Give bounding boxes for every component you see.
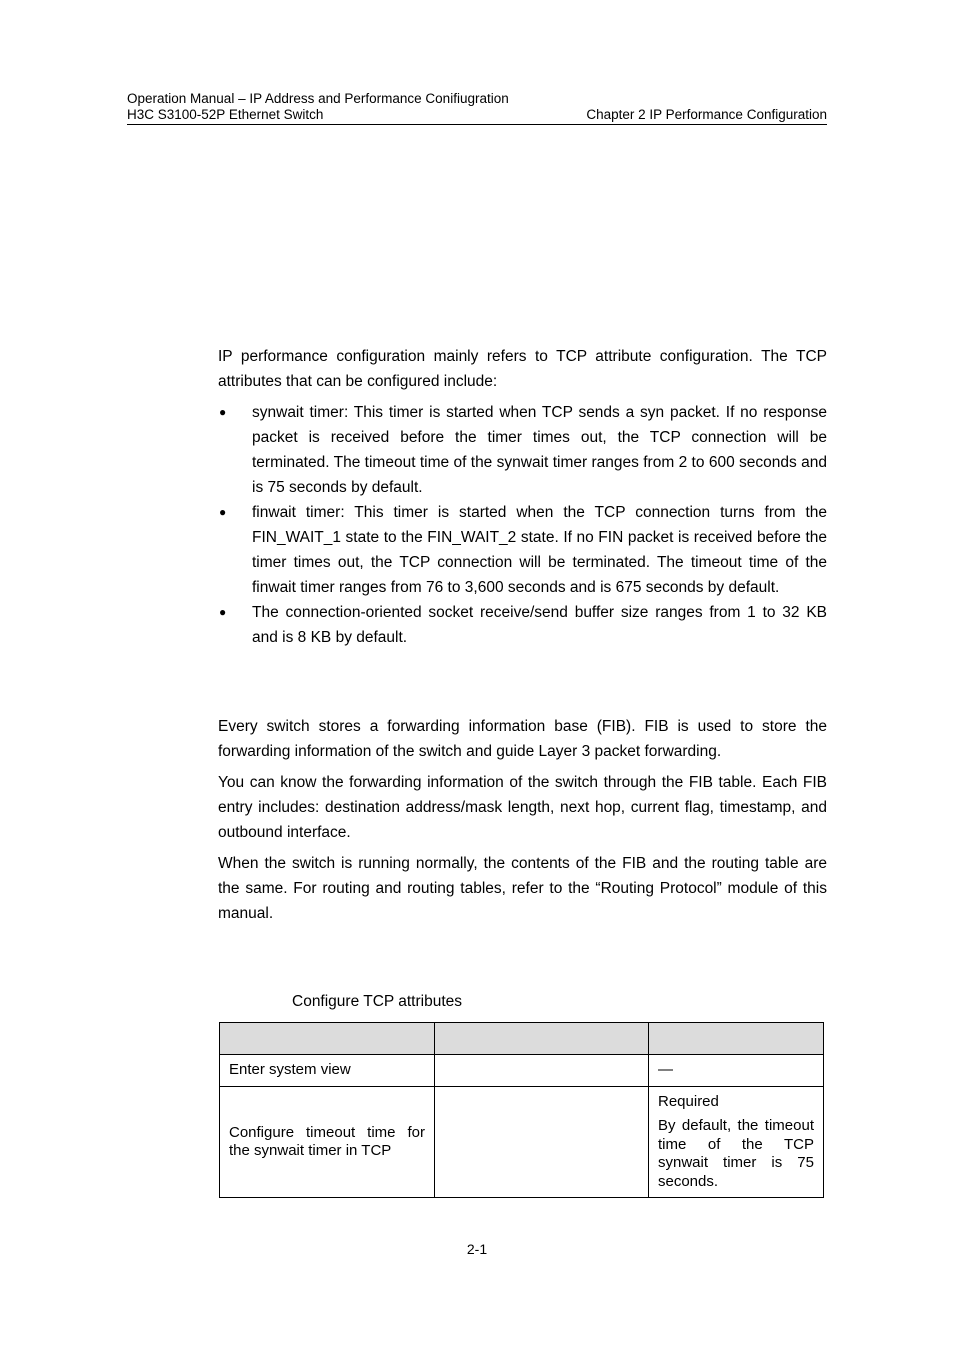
list-item <box>218 500 827 600</box>
operation-cell: Enter system view <box>220 1055 435 1087</box>
list-item <box>218 400 827 500</box>
list-item-text: finwait timer: This timer is started when the TCP connection turns from the FIN_WAIT_1 state to the FIN_WAIT_2 state. If no FIN packet is received before the timer times out, the TCP connection will be terminated. The timeout time of the finwait timer ranges from 76 to 3,600 seconds and is 675 seconds by default. <box>252 504 827 596</box>
list-item <box>218 600 827 650</box>
header-product: H3C S3100-52P Ethernet Switch <box>127 107 324 122</box>
bullet-icon: ● <box>219 405 227 419</box>
remarks-detail: By default, the timeout time of the TCP synwait timer is 75 seconds. <box>658 1117 814 1190</box>
section-ip-performance-overview <box>218 344 827 650</box>
remarks-required: Required <box>658 1092 719 1110</box>
section-fib-overview <box>218 714 827 926</box>
header-manual-title: Operation Manual – IP Address and Performance Conifiugration <box>127 91 509 106</box>
tcp-config-table <box>219 1022 824 1198</box>
bullet-icon: ● <box>219 505 227 519</box>
header-cell-operation <box>220 1023 435 1055</box>
header-chapter: Chapter 2 IP Performance Configuration <box>586 107 827 122</box>
list-item-text: The connection-oriented socket receive/send buffer size ranges from 1 to 32 KB and is 8 KB by default. <box>252 604 827 646</box>
list-item-text: synwait timer: This timer is started when TCP sends a syn packet. If no response packet is received before the timer times out, the TCP connection will be terminated. The timeout time of the synwait timer ranges from 2 to 600 seconds and is 75 seconds by default. <box>252 404 827 496</box>
tcp-attribute-list <box>218 400 827 650</box>
header-cell-remarks <box>649 1023 824 1055</box>
table-caption: Configure TCP attributes <box>292 993 463 1010</box>
paragraph: Every switch stores a forwarding information base (FIB). FIB is used to store the forwarding information of the switch and guide Layer 3 packet forwarding. <box>218 718 827 760</box>
paragraph: You can know the forwarding information of the switch through the FIB table. Each FIB entry includes: destination address/mask length, next hop, current flag, timestamp, and outbound interface. <box>218 774 827 841</box>
remarks-cell <box>649 1087 824 1198</box>
page-number: 2-1 <box>466 1241 488 1257</box>
table-header-row <box>220 1023 824 1055</box>
paragraph: When the switch is running normally, the contents of the FIB and the routing table are the same. For routing and routing tables, refer to the “Routing Protocol” module of this manual. <box>218 855 827 922</box>
header-divider <box>127 124 827 125</box>
remarks-cell: — <box>649 1055 824 1087</box>
table-row <box>220 1055 824 1087</box>
intro-paragraph: IP performance configuration mainly refers to TCP attribute configuration. The TCP attributes that can be configured include: <box>218 348 827 390</box>
operation-cell: Configure timeout time for the synwait timer in TCP <box>220 1087 435 1198</box>
table-row <box>220 1087 824 1198</box>
command-cell <box>435 1087 649 1198</box>
header-line-2 <box>127 107 827 123</box>
bullet-icon: ● <box>219 605 227 619</box>
header-cell-command <box>435 1023 649 1055</box>
command-cell <box>435 1055 649 1087</box>
